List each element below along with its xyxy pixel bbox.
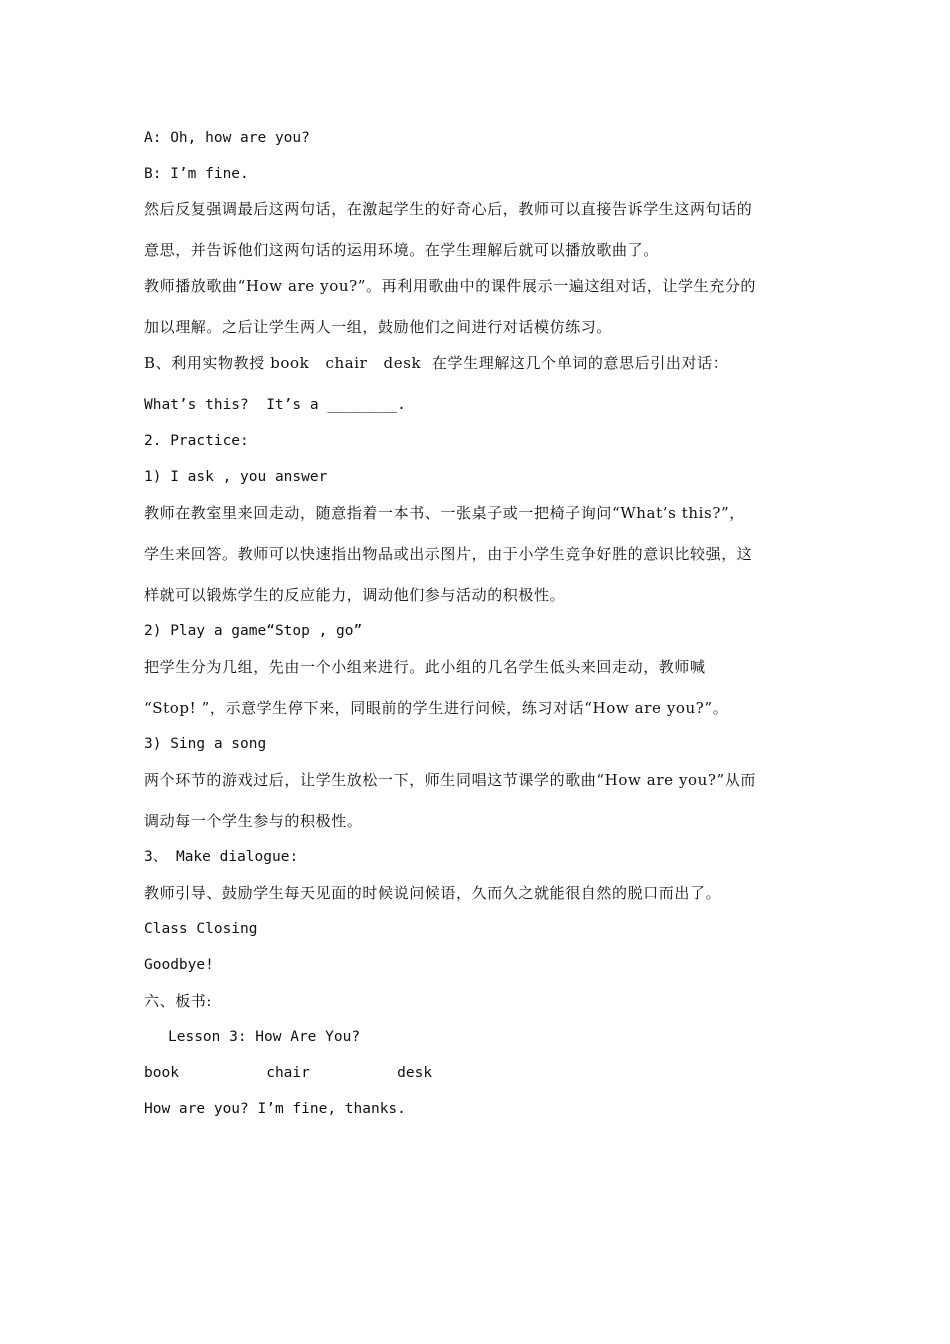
paragraph-line: 样就可以锻炼学生的反应能力，调动他们参与活动的积极性。 (144, 586, 566, 604)
paragraph-line: 两个环节的游戏过后，让学生放松一下，师生同唱这节课学的歌曲“How are you?”从而 (144, 771, 757, 789)
paragraph-line: “Stop! ”，示意学生停下来，同眼前的学生进行问候，练习对话“How are you?”。 (144, 699, 729, 717)
class-closing-label: Class Closing (144, 921, 258, 937)
paragraph-line: 加以理解。之后让学生两人一组，鼓励他们之间进行对话模仿练习。 (144, 318, 613, 336)
paragraph-line: 把学生分为几组，先由一个小组来进行。此小组的几名学生低头来回走动，教师喊 (144, 658, 706, 676)
paragraph-line: 教师引导、鼓励学生每天见面的时候说问候语，久而久之就能很自然的脱口而出了。 (144, 884, 722, 902)
paragraph-line: B、利用实物教授 book chair desk 在学生理解这几个单词的意思后引出对话： (144, 354, 729, 372)
board-lesson-title: Lesson 3: How Are You? (168, 1029, 361, 1045)
dialogue-question-line: What’s this? It’s a ________. (144, 397, 406, 413)
paragraph-line: 教师播放歌曲“How are you?”。再利用歌曲中的课件展示一遍这组对话，让学生充分的 (144, 277, 757, 295)
paragraph-line: 意思，并告诉他们这两句话的运用环境。在学生理解后就可以播放歌曲了。 (144, 241, 659, 259)
section-heading-dialogue: 3、 Make dialogue: (144, 849, 299, 865)
paragraph-line: 然后反复强调最后这两句话，在激起学生的好奇心后，教师可以直接告诉学生这两句话的 (144, 200, 753, 218)
paragraph-line: 学生来回答。教师可以快速指出物品或出示图片，由于小学生竞争好胜的意识比较强，这 (144, 545, 753, 563)
subsection-heading: 3) Sing a song (144, 736, 267, 752)
board-dialogue: How are you? I’m fine, thanks. (144, 1101, 406, 1117)
board-vocabulary: book chair desk (144, 1065, 433, 1081)
dialogue-line-a: A: Oh, how are you? (144, 130, 310, 146)
section-heading-board: 六、板书: (144, 992, 213, 1010)
paragraph-line: 调动每一个学生参与的积极性。 (144, 812, 363, 830)
dialogue-line-b: B: I’m fine. (144, 166, 249, 182)
goodbye-line: Goodbye! (144, 957, 214, 973)
section-heading-practice: 2. Practice: (144, 433, 249, 449)
paragraph-line: 教师在教室里来回走动，随意指着一本书、一张桌子或一把椅子询问“What’s this?”， (144, 504, 745, 522)
subsection-heading: 2) Play a game“Stop , go” (144, 623, 363, 639)
subsection-heading: 1) I ask , you answer (144, 469, 328, 485)
